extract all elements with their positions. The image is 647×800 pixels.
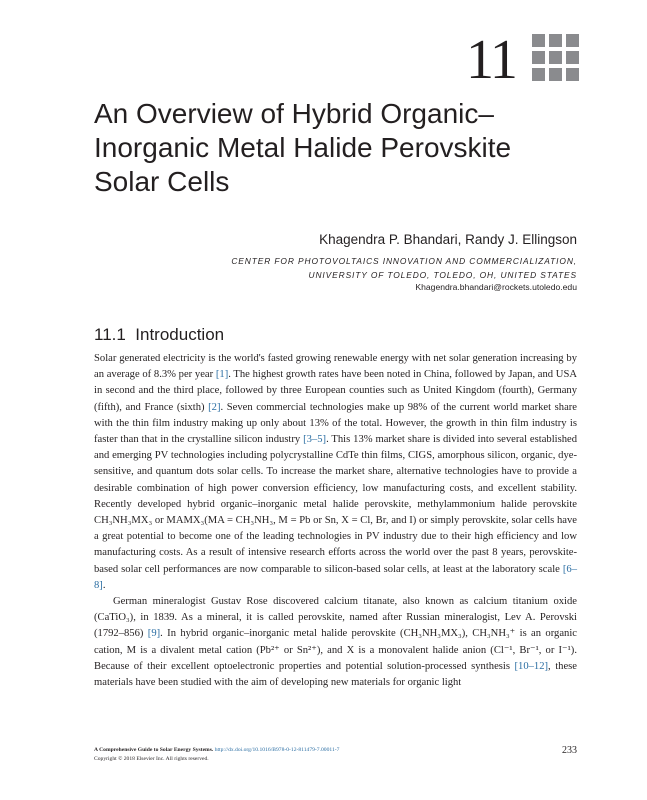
- text-run: . The highest growth rates have been noted in China, followed by Japan, and USA in second and the third place, followed by three European counties such as United Kingdom (fourth), Germany (fifth), and France (sixth): [94, 369, 578, 413]
- affiliation-line: CENTER FOR PHOTOVOLTAICS INNOVATION AND COMMERCIALIZATION,: [231, 256, 577, 266]
- citation-link[interactable]: [9]: [147, 628, 161, 640]
- doi-link[interactable]: http://dx.doi.org/10.1016/B978-0-12-811479-7.00011-7: [214, 747, 340, 753]
- text-run: , these materials have been studied with the aim of developing new materials for organic light: [94, 660, 577, 689]
- text-run: . In hybrid organic–inorganic metal halide perovskite (CH₃NH₃MX₃), CH₃NH₃⁺ is an organic cation, M is a divalent metal cation (Pb²⁺ or Sn²⁺), and X is a monovalent halide anion (Cl⁻¹, Br⁻¹, or I⁻¹). Because of their excellent optoelectronic properties and potential solution-processed synthesis: [94, 628, 577, 672]
- citation-link[interactable]: [6–8]: [94, 563, 577, 591]
- affiliation-line: UNIVERSITY OF TOLEDO, TOLEDO, OH, UNITED STATES: [308, 270, 577, 280]
- text-run: . This 13% market share is divided into several established and emerging PV technologies including polycrystalline CdTe thin films, CIGS, amorphous silicon, organic, dye-sensitive, and quantum dots solar cells. To increase the market share, alternative technologies have to provide a desirable combination of high power conversion efficiency, low manufacturing costs, and excellent stability. Recently developed hybrid organic–inorganic metal halide perovskite, methylammonium halide perovskite CH₃NH₃MX₃ or MAMX₃(MA = CH₃NH₃, M = Pb or Sn, X = Cl, Br, and I) or simply perovskite, solar cells have a great potential to become one of the leading technologies in PV industry due to their high efficiency and low manufacturing costs. As a result of intensive research efforts across the world over the past 8 years, perovskite-based solar cell performances are now comparable to silicon-based solar cells, at least at the laboratory scale: [94, 434, 577, 575]
- copyright: Copyright © 2018 Elsevier Inc. All rights reserved.: [94, 756, 209, 762]
- text-run: Solar generated electricity is the world's fasted growing renewable energy with net solar generation increasing by an average of 8.3% per year: [94, 353, 577, 381]
- section-title: Introduction: [135, 325, 225, 344]
- chapter-title: An Overview of Hybrid Organic–Inorganic Metal Halide Perovskite Solar Cells: [94, 98, 512, 197]
- book-title: A Comprehensive Guide to Solar Energy Systems.: [94, 747, 214, 753]
- body-text: [94, 351, 577, 691]
- text-run: . Seven commercial technologies make up 98% of the current world market share with the thin film industry making up only about 13% of the total. However, the growth in thin film industry is faster than that in the crystalline silicon industry: [94, 401, 577, 446]
- paragraph: [94, 594, 577, 691]
- citation-link[interactable]: [3–5]: [303, 434, 327, 446]
- footer-citation: [94, 746, 339, 764]
- text-run: .: [102, 579, 106, 591]
- affiliation: [231, 254, 577, 282]
- citation-link[interactable]: [2]: [208, 401, 221, 413]
- author-email: Khagendra.bhandari@rockets.utoledo.edu: [415, 282, 577, 292]
- chapter-grid-ornament: [532, 34, 580, 82]
- section-number: 11.1: [94, 325, 126, 344]
- paragraph: [94, 351, 577, 594]
- page-number: 233: [562, 745, 577, 756]
- section-heading: [94, 325, 224, 345]
- citation-link[interactable]: [10–12]: [514, 660, 549, 672]
- chapter-number: 11: [466, 29, 516, 91]
- text-run: German mineralogist Gustav Rose discovered calcium titanate, also known as calcium titanium oxide (CaTiO₃), in 1839. As a mineral, it is called perovskite, named after Russian mineralogist, Lev A. Perovski (1792–856): [94, 596, 577, 640]
- authors: Khagendra P. Bhandari, Randy J. Ellingson: [319, 232, 577, 247]
- citation-link[interactable]: [1]: [215, 369, 229, 381]
